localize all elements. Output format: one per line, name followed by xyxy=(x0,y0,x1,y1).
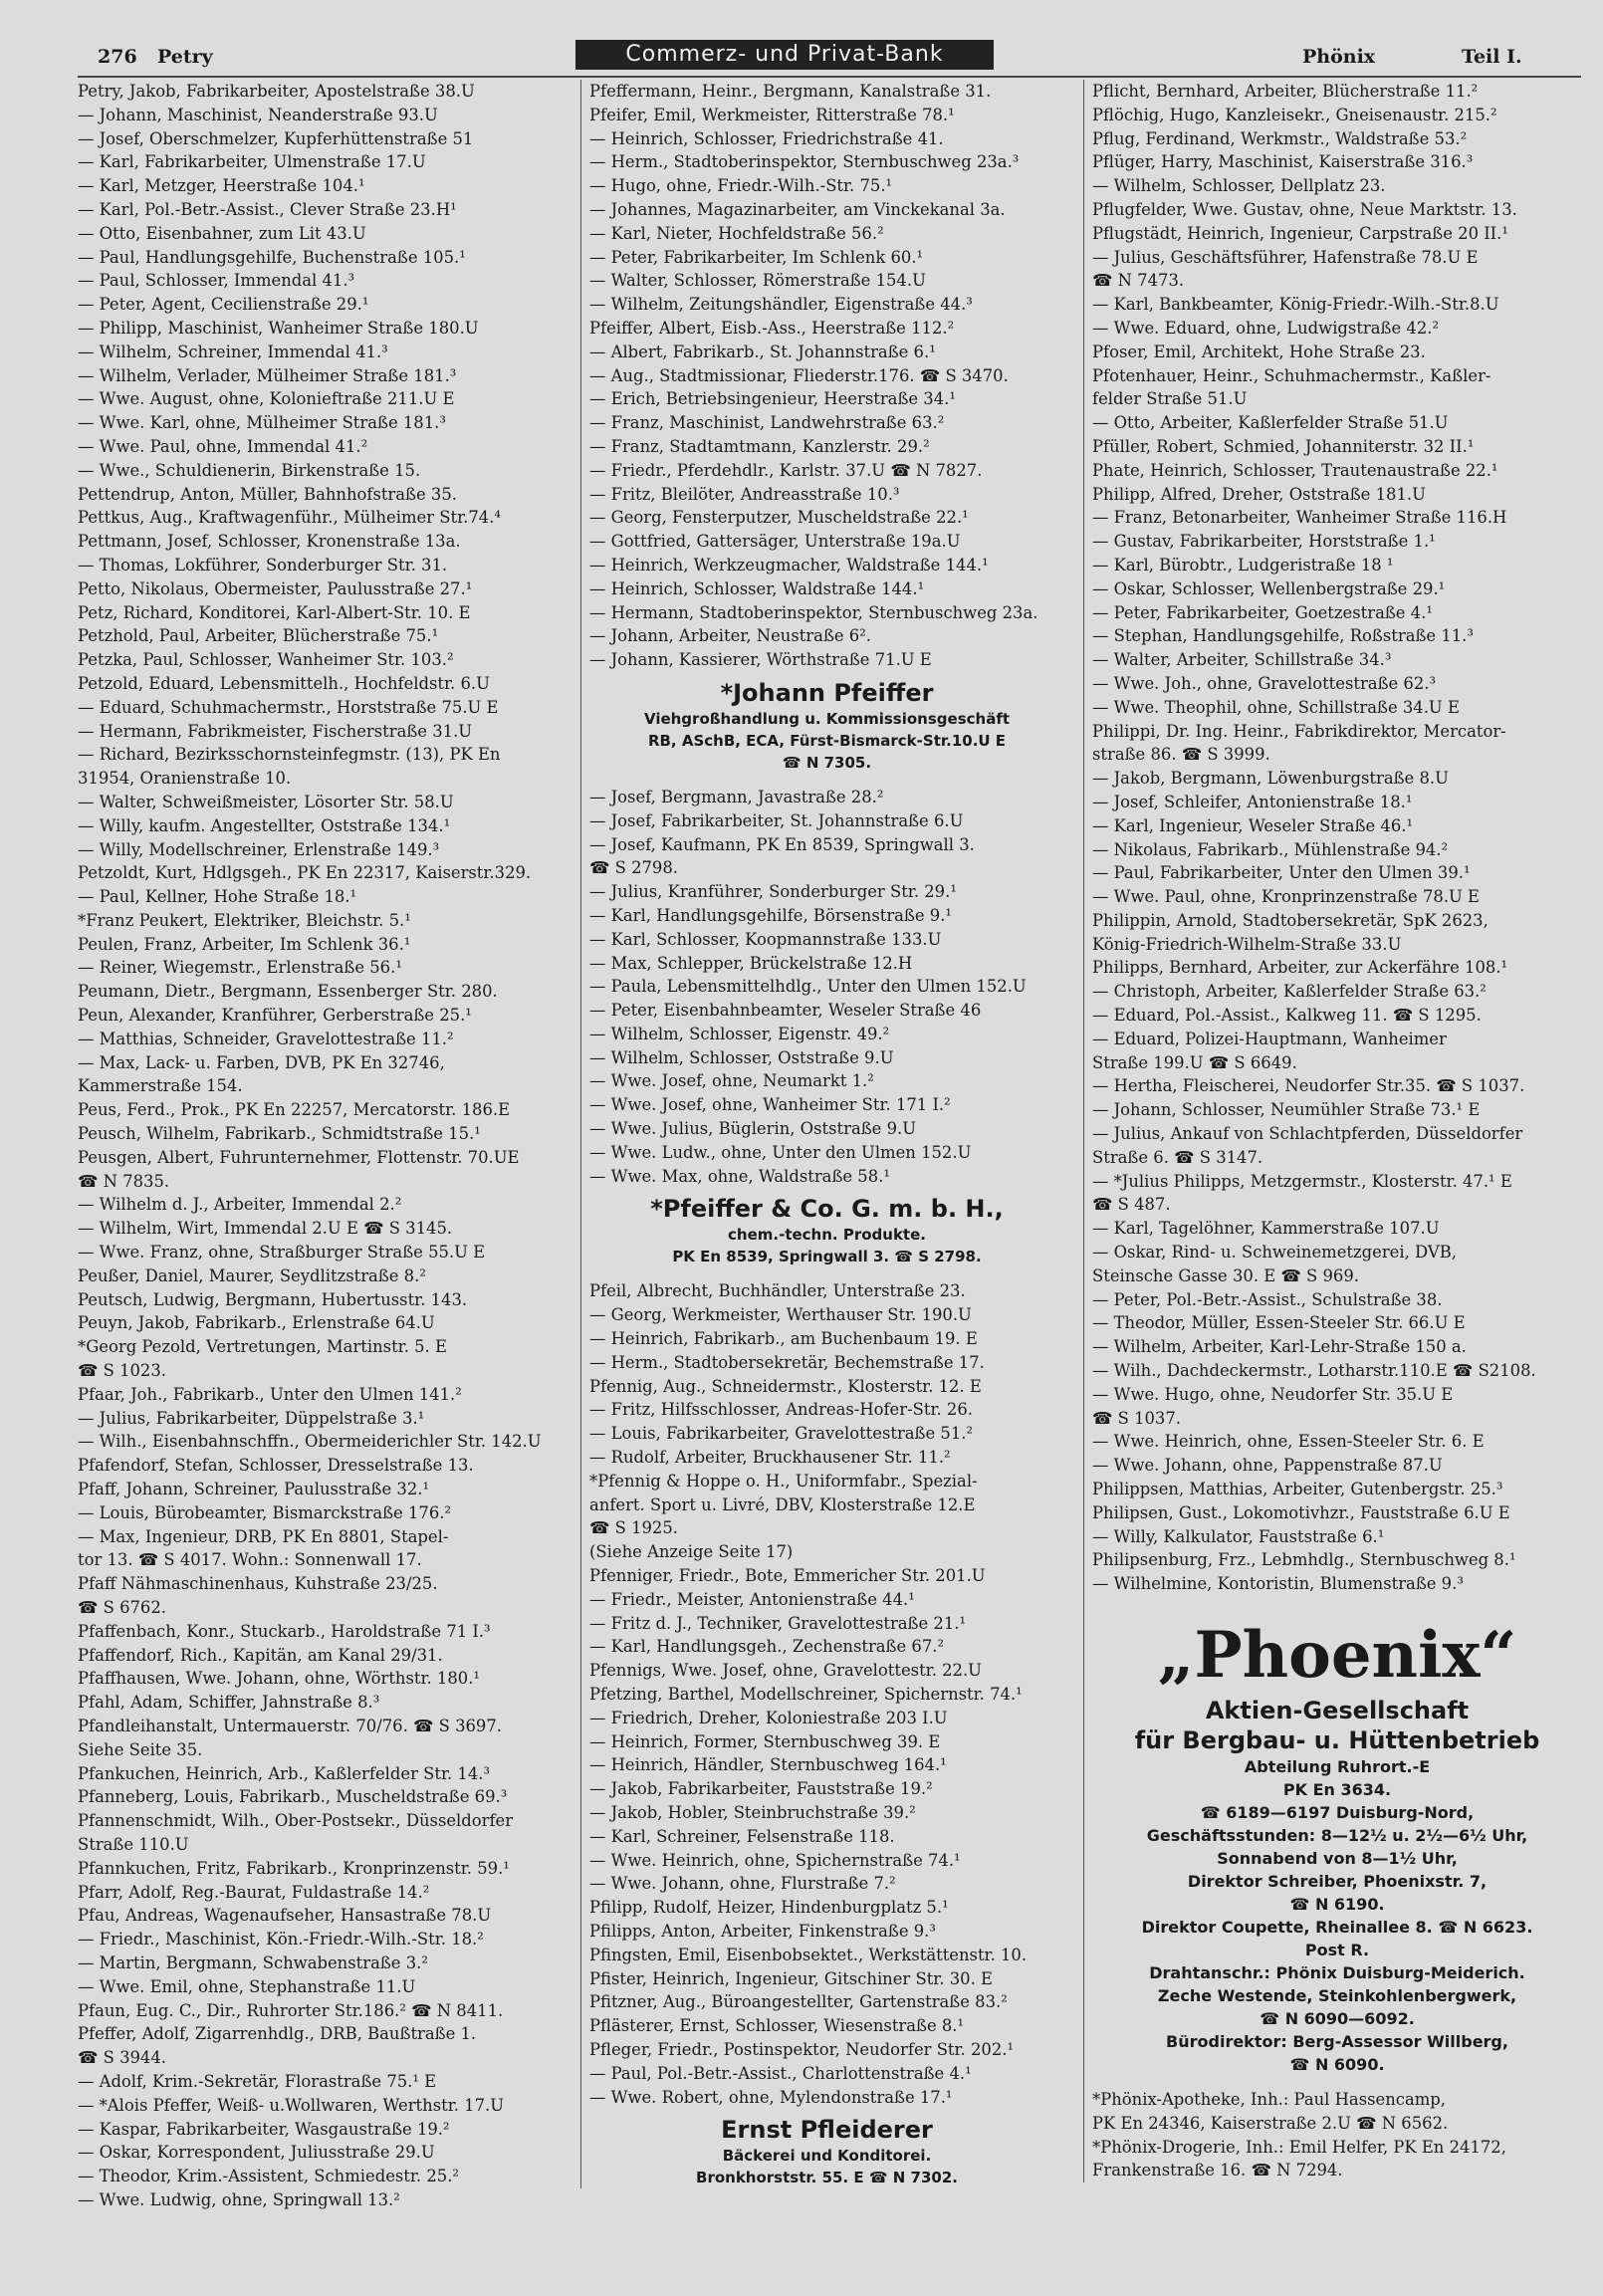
directory-entry: — Franz, Stadtamtmann, Kanzlerstr. 29.² xyxy=(589,436,930,456)
ad-line: Viehgroßhandlung u. Kommissionsgeschäft xyxy=(643,709,1011,728)
directory-entry: Pfotenhauer, Heinr., Schuhmachermstr., Kaßler- xyxy=(1092,365,1491,385)
directory-entry: Philipps, Bernhard, Arbeiter, zur Ackerfähre 108.¹ xyxy=(1092,958,1508,978)
directory-entry: — Jakob, Bergmann, Löwenburgstraße 8.U xyxy=(1092,769,1449,789)
directory-entry: Pfoser, Emil, Architekt, Hohe Straße 23. xyxy=(1092,342,1426,361)
ad-title: *Pfeiffer & Co. G. m. b. H., xyxy=(650,1195,1004,1224)
directory-entry: ☎ S 1023. xyxy=(78,1361,166,1381)
directory-entry: — Hertha, Fleischerei, Neudorfer Str.35. ☎ S 1037. xyxy=(1092,1076,1525,1096)
directory-entry: — Wilhelm, Schlosser, Oststraße 9.U xyxy=(589,1047,894,1067)
directory-entry: Pfaun, Eug. C., Dir., Ruhrorter Str.186.² ☎ N 8411. xyxy=(78,2000,504,2020)
directory-entry: Pflugstädt, Heinrich, Ingenieur, Carpstraße 20 II.¹ xyxy=(1092,223,1508,243)
directory-entry: — Wwe. Ludwig, ohne, Springwall 13.² xyxy=(78,2189,400,2209)
directory-entry: Peutsch, Ludwig, Bergmann, Hubertusstr. 143. xyxy=(78,1289,468,1309)
directory-entry: — Fritz, Hilfsschlosser, Andreas-Hofer-Str. 26. xyxy=(589,1400,973,1420)
directory-entry: — Julius, Geschäftsführer, Hafenstraße 78.U E xyxy=(1092,247,1479,267)
directory-entry: Pfitzner, Aug., Büroangestellter, Gartenstraße 83.² xyxy=(589,1992,1008,2012)
ad-line: PK En 3634. xyxy=(1282,1780,1392,1799)
directory-entry: — Wwe. Josef, ohne, Neumarkt 1.² xyxy=(589,1071,874,1091)
directory-entry: — Karl, Schreiner, Felsenstraße 118. xyxy=(589,1826,895,1846)
directory-entry: Philippi, Dr. Ing. Heinr., Fabrikdirektor, Mercator- xyxy=(1092,721,1506,741)
directory-entry: Pfleger, Friedr., Postinspektor, Neudorfer Str. 202.¹ xyxy=(589,2039,1015,2059)
directory-entry: — Wwe. Emil, ohne, Stephanstraße 11.U xyxy=(78,1976,416,1996)
directory-entry: — Karl, Nieter, Hochfeldstraße 56.² xyxy=(589,223,884,243)
directory-entry: Frankenstraße 16. ☎ N 7294. xyxy=(1092,2161,1343,2181)
directory-entry: Peußer, Daniel, Maurer, Seydlitzstraße 8.² xyxy=(78,1265,426,1285)
page-header xyxy=(78,40,1581,76)
directory-entry: Steinsche Gasse 30. E ☎ S 969. xyxy=(1092,1265,1359,1285)
directory-entry: — Wwe. Paul, ohne, Immendal 41.² xyxy=(78,436,368,456)
directory-entry: — Johann, Schlosser, Neumühler Straße 73.¹ E xyxy=(1092,1100,1481,1120)
directory-entry: Pflicht, Bernhard, Arbeiter, Blücherstraße 11.² xyxy=(1092,82,1479,101)
directory-entry: — Wwe. Johann, ohne, Flurstraße 7.² xyxy=(589,1874,896,1894)
directory-entry: Straße 199.U ☎ S 6649. xyxy=(1092,1052,1297,1072)
directory-entry: ☎ S 487. xyxy=(1092,1195,1171,1215)
directory-entry: Pfaar, Joh., Fabrikarb., Unter den Ulmen 141.² xyxy=(78,1384,462,1404)
running-head-left: Petry xyxy=(157,46,213,68)
directory-entry: Pfenniger, Friedr., Bote, Emmericher Str. 201.U xyxy=(589,1566,986,1586)
directory-entry: Philipsen, Gust., Lokomotivhzr., Fauststraße 6.U E xyxy=(1092,1502,1510,1522)
directory-entry: — Martin, Bergmann, Schwabenstraße 3.² xyxy=(78,1952,428,1972)
directory-entry: — Johann, Kassierer, Wörthstraße 71.U E xyxy=(589,650,932,670)
ad-ernst-pfleiderer xyxy=(589,2115,1064,2188)
ad-line: chem.-techn. Produkte. xyxy=(728,1226,926,1245)
directory-entry: — Paula, Lebensmittelhdlg., Unter den Ulmen 152.U xyxy=(589,977,1027,997)
directory-entry: ☎ S 1925. xyxy=(589,1518,678,1538)
directory-entry: Petzold, Eduard, Lebensmittelh., Hochfeldstr. 6.U xyxy=(78,673,490,693)
directory-entry: Peun, Alexander, Kranführer, Gerberstraße 25.¹ xyxy=(78,1006,472,1026)
directory-entry: — Walter, Arbeiter, Schillstraße 34.³ xyxy=(1092,650,1392,670)
directory-entry: — Wilhelm, Arbeiter, Karl-Lehr-Straße 150 a. xyxy=(1092,1337,1467,1357)
directory-entry: — *Julius Philipps, Metzgermstr., Klosterstr. 47.¹ E xyxy=(1092,1171,1512,1191)
directory-entry: — Wwe. Eduard, ohne, Ludwigstraße 42.² xyxy=(1092,318,1440,338)
directory-entry: — Wilhelm d. J., Arbeiter, Immendal 2.² xyxy=(78,1195,402,1215)
directory-entry: — Wwe. Josef, ohne, Wanheimer Str. 171 I.² xyxy=(589,1095,951,1115)
ad-phoenix xyxy=(1092,1616,1582,2076)
directory-entry: — Josef, Fabrikarbeiter, St. Johannstraße 6.U xyxy=(589,810,964,830)
directory-entry: ☎ N 7473. xyxy=(1092,271,1185,291)
directory-entry: — Wilhelmine, Kontoristin, Blumenstraße 9.³ xyxy=(1092,1574,1464,1594)
directory-entry: — Georg, Werkmeister, Werthauser Str. 190.U xyxy=(589,1305,972,1325)
directory-entry: — Paul, Kellner, Hohe Straße 18.¹ xyxy=(78,887,357,907)
directory-entry: Petto, Nikolaus, Obermeister, Paulusstraße 27.¹ xyxy=(78,578,473,598)
directory-entry: — Wwe. Joh., ohne, Gravelottestraße 62.³ xyxy=(1092,673,1437,693)
directory-entry: Pfeil, Albrecht, Buchhändler, Unterstraße 23. xyxy=(589,1281,966,1301)
directory-entry: — Wilh., Dachdeckermstr., Lotharstr.110.E ☎ S2108. xyxy=(1092,1361,1536,1381)
ad-title: Ernst Pfleiderer xyxy=(721,2116,933,2145)
directory-entry: — Wilhelm, Wirt, Immendal 2.U E ☎ S 3145. xyxy=(78,1219,453,1239)
directory-entry: Pettmann, Josef, Schlosser, Kronenstraße 13a. xyxy=(78,532,461,552)
directory-entry: Philipp, Alfred, Dreher, Oststraße 181.U xyxy=(1092,484,1426,504)
ad-line: Geschäftsstunden: 8—12½ u. 2½—6½ Uhr, xyxy=(1146,1826,1528,1845)
running-head-right: Phönix xyxy=(1302,46,1376,68)
directory-entry: Pfennigs, Wwe. Josef, ohne, Gravelottestr. 22.U xyxy=(589,1661,982,1681)
directory-entry: Petzka, Paul, Schlosser, Wanheimer Str. 103.² xyxy=(78,650,454,670)
directory-entry: Pfahl, Adam, Schiffer, Jahnstraße 8.³ xyxy=(78,1693,380,1713)
directory-entry: — Hugo, ohne, Friedr.-Wilh.-Str. 75.¹ xyxy=(589,176,893,196)
directory-entry: — Eduard, Schuhmachermstr., Horststraße 75.U E xyxy=(78,697,499,717)
directory-entry: — Gottfried, Gattersäger, Unterstraße 19a.U xyxy=(589,532,961,552)
ad-line: RB, ASchB, ECA, Fürst-Bismarck-Str.10.U E xyxy=(647,731,1007,750)
directory-entry: — Paul, Schlosser, Immendal 41.³ xyxy=(78,271,355,291)
directory-entry: — Peter, Eisenbahnbeamter, Weseler Straße 46 xyxy=(589,1001,982,1021)
directory-entry: — Heinrich, Fabrikarb., am Buchenbaum 19. E xyxy=(589,1329,978,1349)
directory-entry: — Albert, Fabrikarb., St. Johannstraße 6.¹ xyxy=(589,342,936,361)
directory-entry: — Wilhelm, Schlosser, Eigenstr. 49.² xyxy=(589,1024,890,1043)
directory-entry: — Karl, Bürobtr., Ludgeristraße 18 ¹ xyxy=(1092,555,1394,574)
bank-banner: Commerz- und Privat-Bank xyxy=(575,40,994,70)
ad-line: Bürodirektor: Berg-Assessor Willberg, xyxy=(1166,2032,1508,2051)
directory-entry: Pflästerer, Ernst, Schlosser, Wiesenstraße 8.¹ xyxy=(589,2016,965,2036)
directory-entry: anfert. Sport u. Livré, DBV, Klosterstraße 12.E xyxy=(589,1494,976,1514)
ad-line: Post R. xyxy=(1304,1941,1370,1959)
directory-entry: — Wilh., Eisenbahnschffn., Obermeiderichler Str. 142.U xyxy=(78,1432,542,1452)
directory-entry: — Peter, Fabrikarbeiter, Goetzestraße 4.¹ xyxy=(1092,602,1433,622)
directory-entry: Pfaffendorf, Rich., Kapitän, am Kanal 29/31. xyxy=(78,1645,443,1665)
directory-entry: — Wwe. Max, ohne, Waldstraße 58.¹ xyxy=(589,1166,890,1186)
directory-entry: Peusgen, Albert, Fuhrunternehmer, Flottenstr. 70.UE xyxy=(78,1147,520,1167)
directory-entry: ☎ N 7835. xyxy=(78,1171,170,1191)
directory-entry: — Herm., Stadtobersekretär, Bechemstraße 17. xyxy=(589,1352,985,1372)
directory-entry: Pfaff Nähmaschinenhaus, Kuhstraße 23/25. xyxy=(78,1574,438,1594)
directory-entry: ☎ S 3944. xyxy=(78,2048,166,2068)
directory-entry: — Karl, Ingenieur, Weseler Straße 46.¹ xyxy=(1092,815,1414,835)
directory-entry: Pfaffenbach, Konr., Stuckarb., Haroldstraße 71 I.³ xyxy=(78,1621,491,1641)
directory-entry: Straße 6. ☎ S 3147. xyxy=(1092,1147,1263,1167)
directory-entry: Peusch, Wilhelm, Fabrikarb., Schmidtstraße 15.¹ xyxy=(78,1124,481,1144)
directory-entry: Pfeifer, Emil, Werkmeister, Ritterstraße 78.¹ xyxy=(589,105,955,124)
directory-entry: — Johann, Arbeiter, Neustraße 6². xyxy=(589,626,872,646)
directory-entry: Pfüller, Robert, Schmied, Johanniterstr. 32 II.¹ xyxy=(1092,436,1475,456)
directory-entry: — Reiner, Wiegemstr., Erlenstraße 56.¹ xyxy=(78,958,402,978)
directory-entry: — Paul, Pol.-Betr.-Assist., Charlottenstraße 4.¹ xyxy=(589,2063,972,2083)
directory-entry: — Oskar, Rind- u. Schweinemetzgerei, DVB, xyxy=(1092,1243,1457,1263)
column-3 xyxy=(1083,80,1582,2182)
directory-entry: — Otto, Eisenbahner, zum Lit 43.U xyxy=(78,223,366,243)
directory-entry: Pfingsten, Emil, Eisenbobsektet., Werkstättenstr. 10. xyxy=(589,1945,1028,1964)
directory-entry: Pfanneberg, Louis, Fabrikarb., Muscheldstraße 69.³ xyxy=(78,1787,508,1807)
directory-entry: — Rudolf, Arbeiter, Bruckhausener Str. 11.² xyxy=(589,1448,951,1468)
directory-entry: *Pfennig & Hoppe o. H., Uniformfabr., Spezial- xyxy=(589,1471,978,1491)
directory-entry: Pflug, Ferdinand, Werkmstr., Waldstraße 53.² xyxy=(1092,128,1468,148)
directory-entry: — Johannes, Magazinarbeiter, am Vinckekanal 3a. xyxy=(589,199,1006,219)
directory-entry: — Max, Ingenieur, DRB, PK En 8801, Stapel- xyxy=(78,1526,449,1546)
directory-entry: *Franz Peukert, Elektriker, Bleichstr. 5.¹ xyxy=(78,910,411,930)
directory-entry: — Wwe. Heinrich, ohne, Spichernstraße 74.¹ xyxy=(589,1850,961,1870)
directory-entry: Petzhold, Paul, Arbeiter, Blücherstraße 75.¹ xyxy=(78,626,439,646)
ad-line: ☎ N 6190. xyxy=(1289,1895,1385,1914)
directory-entry: — Richard, Bezirksschornsteinfegmstr. (13), PK En xyxy=(78,745,501,765)
directory-entry: Petry, Jakob, Fabrikarbeiter, Apostelstraße 38.U xyxy=(78,82,475,101)
directory-entry: — Friedrich, Dreher, Koloniestraße 203 I.U xyxy=(589,1708,948,1727)
directory-entry: — Julius, Fabrikarbeiter, Düppelstraße 3.¹ xyxy=(78,1408,425,1428)
directory-entry: — Hermann, Fabrikmeister, Fischerstraße 31.U xyxy=(78,721,473,741)
directory-entry: ☎ S 1037. xyxy=(1092,1408,1181,1428)
directory-entry: — Josef, Kaufmann, PK En 8539, Springwall 3. xyxy=(589,834,975,854)
directory-entry: ☎ S 2798. xyxy=(589,858,678,878)
directory-entry: — Wwe., Schuldienerin, Birkenstraße 15. xyxy=(78,460,421,480)
directory-entry: — Wwe. Hugo, ohne, Neudorfer Str. 35.U E xyxy=(1092,1384,1454,1404)
directory-entry: — Friedr., Meister, Antonienstraße 44.¹ xyxy=(589,1589,915,1609)
directory-entry: Pfeffer, Adolf, Zigarrenhdlg., DRB, Baußtraße 1. xyxy=(78,2024,477,2044)
ad-line: Bäckerei und Konditorei. xyxy=(722,2147,932,2166)
directory-entry: Philipsenburg, Frz., Lebmhdlg., Sternbuschweg 8.¹ xyxy=(1092,1550,1516,1570)
directory-entry: straße 86. ☎ S 3999. xyxy=(1092,745,1270,765)
directory-entry: Pettendrup, Anton, Müller, Bahnhofstraße 35. xyxy=(78,484,457,504)
directory-entry: felder Straße 51.U xyxy=(1092,389,1248,409)
directory-entry: — Wilhelm, Schreiner, Immendal 41.³ xyxy=(78,342,388,361)
directory-entry: — *Alois Pfeffer, Weiß- u.Wollwaren, Werthstr. 17.U xyxy=(78,2095,505,2115)
directory-entry: — Wwe. August, ohne, Kolonieftraße 211.U E xyxy=(78,389,455,409)
directory-entry: — Otto, Arbeiter, Kaßlerfelder Straße 51.U xyxy=(1092,413,1449,433)
directory-entry: — Wwe. Johann, ohne, Pappenstraße 87.U xyxy=(1092,1456,1443,1476)
directory-entry: — Karl, Handlungsgehilfe, Börsenstraße 9.¹ xyxy=(589,905,952,925)
directory-entry: — Franz, Maschinist, Landwehrstraße 63.² xyxy=(589,413,945,433)
directory-entry: — Max, Schlepper, Brückelstraße 12.H xyxy=(589,953,913,973)
directory-entry: — Theodor, Krim.-Assistent, Schmiedestr. 25.² xyxy=(78,2167,459,2186)
directory-entry: Pfeiffer, Albert, Eisb.-Ass., Heerstraße 112.² xyxy=(589,318,955,338)
directory-page xyxy=(78,40,1581,2280)
directory-entry: — Philipp, Maschinist, Wanheimer Straße 180.U xyxy=(78,318,479,338)
directory-entry: *Phönix-Drogerie, Inh.: Emil Helfer, PK En 24172, xyxy=(1092,2137,1506,2157)
directory-entry: — Friedr., Pferdehdlr., Karlstr. 37.U ☎ N 7827. xyxy=(589,460,983,480)
ad-line: Sonnabend von 8—1½ Uhr, xyxy=(1217,1849,1458,1868)
directory-entry: — Heinrich, Werkzeugmacher, Waldstraße 144.¹ xyxy=(589,555,989,574)
directory-entry: — Peter, Pol.-Betr.-Assist., Schulstraße 38. xyxy=(1092,1289,1443,1309)
directory-entry: — Heinrich, Schlosser, Friedrichstraße 41. xyxy=(589,128,944,148)
directory-entry: — Matthias, Schneider, Gravelottestraße 11.² xyxy=(78,1029,454,1048)
directory-entry: Petzoldt, Kurt, Hdlgsgeh., PK En 22317, Kaiserstr.329. xyxy=(78,863,532,883)
column-2 xyxy=(580,80,1064,2188)
directory-entry: — Karl, Handlungsgeh., Zechenstraße 67.² xyxy=(589,1637,945,1657)
directory-entry: — Julius, Kranführer, Sonderburger Str. 29.¹ xyxy=(589,882,957,902)
directory-entry: Phate, Heinrich, Schlosser, Trautenaustraße 22.¹ xyxy=(1092,460,1498,480)
directory-entry: — Karl, Metzger, Heerstraße 104.¹ xyxy=(78,176,365,196)
directory-entry: — Paul, Fabrikarbeiter, Unter den Ulmen 39.¹ xyxy=(1092,863,1471,883)
directory-entry: Peumann, Dietr., Bergmann, Essenberger Str. 280. xyxy=(78,982,498,1002)
directory-entry: — Willy, Kalkulator, Fauststraße 6.¹ xyxy=(1092,1526,1385,1546)
directory-entry: — Friedr., Maschinist, Kön.-Friedr.-Wilh.-Str. 18.² xyxy=(78,1930,484,1950)
directory-entry: Kammerstraße 154. xyxy=(78,1076,243,1096)
directory-entry: tor 13. ☎ S 4017. Wohn.: Sonnenwall 17. xyxy=(78,1550,422,1570)
directory-entry: — Josef, Oberschmelzer, Kupferhüttenstraße 51 xyxy=(78,128,474,148)
directory-entry: — Karl, Bankbeamter, König-Friedr.-Wilh.-Str.8.U xyxy=(1092,295,1499,315)
directory-entry: — Fritz d. J., Techniker, Gravelottestraße 21.¹ xyxy=(589,1613,967,1633)
header-rule xyxy=(78,76,1581,78)
ad-johann-pfeiffer xyxy=(589,678,1064,774)
directory-entry: 31954, Oranienstraße 10. xyxy=(78,769,292,789)
directory-entry: — Karl, Tagelöhner, Kammerstraße 107.U xyxy=(1092,1219,1440,1239)
ad-line: Abteilung Ruhrort.-E xyxy=(1244,1757,1431,1776)
directory-entry: Pfau, Andreas, Wagenaufseher, Hansastraße 78.U xyxy=(78,1906,492,1926)
directory-entry: — Peter, Fabrikarbeiter, Im Schlenk 60.¹ xyxy=(589,247,924,267)
directory-entry: Pfaffhausen, Wwe. Johann, ohne, Wörthstr. 180.¹ xyxy=(78,1669,480,1689)
directory-entry: — Karl, Schlosser, Koopmannstraße 133.U xyxy=(589,929,942,949)
directory-entry: Pfister, Heinrich, Ingenieur, Gitschiner Str. 30. E xyxy=(589,1968,993,1988)
ad-line: Drahtanschr.: Phönix Duisburg-Meiderich. xyxy=(1149,1963,1525,1982)
directory-entry: — Aug., Stadtmissionar, Fliederstr.176. ☎ S 3470. xyxy=(589,365,1009,385)
column-1 xyxy=(78,80,561,2212)
ad-line: Direktor Coupette, Rheinallee 8. ☎ N 6623. xyxy=(1141,1918,1533,1937)
directory-entry: — Walter, Schweißmeister, Lösorter Str. 58.U xyxy=(78,792,454,811)
directory-entry: — Wilhelm, Zeitungshändler, Eigenstraße 44.³ xyxy=(589,295,973,315)
directory-entry: — Wwe. Paul, ohne, Kronprinzenstraße 78.U E xyxy=(1092,887,1481,907)
ad-subtitle: für Bergbau- u. Hüttenbetrieb xyxy=(1134,1726,1540,1754)
directory-entry: — Hermann, Stadtoberinspektor, Sternbuschweg 23a. xyxy=(589,602,1038,622)
directory-entry: — Nikolaus, Fabrikarb., Mühlenstraße 94.² xyxy=(1092,839,1449,859)
directory-entry: — Oskar, Korrespondent, Juliusstraße 29.U xyxy=(78,2143,435,2163)
directory-entry: Pfankuchen, Heinrich, Arb., Kaßlerfelder Str. 14.³ xyxy=(78,1763,491,1783)
directory-entry: Peus, Ferd., Prok., PK En 22257, Mercatorstr. 186.E xyxy=(78,1100,511,1120)
directory-entry: Pfetzing, Barthel, Modellschreiner, Spichernstr. 74.¹ xyxy=(589,1685,1023,1705)
directory-entry: — Theodor, Müller, Essen-Steeler Str. 66.U E xyxy=(1092,1313,1466,1333)
directory-entry: — Thomas, Lokführer, Sonderburger Str. 31. xyxy=(78,555,448,574)
directory-entry: Petz, Richard, Konditorei, Karl-Albert-Str. 10. E xyxy=(78,602,471,622)
ad-line: ☎ 6189—6197 Duisburg-Nord, xyxy=(1200,1803,1475,1822)
directory-entry: PK En 24346, Kaiserstraße 2.U ☎ N 6562. xyxy=(1092,2113,1449,2133)
ad-line: ☎ N 6090. xyxy=(1289,2055,1385,2074)
page-number: 276 xyxy=(98,46,137,68)
ad-pfeiffer-co xyxy=(589,1194,1064,1267)
ad-line: ☎ N 7305. xyxy=(782,753,872,772)
directory-entry: — Willy, kaufm. Angestellter, Oststraße 134.¹ xyxy=(78,815,451,835)
directory-entry: Pfaff, Johann, Schreiner, Paulusstraße 32.¹ xyxy=(78,1480,430,1499)
directory-entry: Pfilipps, Anton, Arbeiter, Finkenstraße 9.³ xyxy=(589,1921,936,1941)
directory-entry: — Oskar, Schlosser, Wellenbergstraße 29.¹ xyxy=(1092,578,1446,598)
directory-entry: — Wilhelm, Verlader, Mülheimer Straße 181.³ xyxy=(78,365,457,385)
directory-entry: — Kaspar, Fabrikarbeiter, Wasgaustraße 19.² xyxy=(78,2119,450,2139)
directory-entry: — Eduard, Pol.-Assist., Kalkweg 11. ☎ S 1295. xyxy=(1092,1006,1482,1026)
directory-entry: — Jakob, Hobler, Steinbruchstraße 39.² xyxy=(589,1803,916,1822)
directory-entry: — Wwe. Julius, Büglerin, Oststraße 9.U xyxy=(589,1119,917,1139)
part-label: Teil I. xyxy=(1462,46,1522,68)
directory-entry: — Josef, Schleifer, Antonienstraße 18.¹ xyxy=(1092,792,1413,811)
directory-entry: — Adolf, Krim.-Sekretär, Florastraße 75.¹ E xyxy=(78,2071,437,2091)
directory-entry: Pflüger, Harry, Maschinist, Kaiserstraße 316.³ xyxy=(1092,152,1474,172)
directory-entry: — Johann, Maschinist, Neanderstraße 93.U xyxy=(78,105,438,124)
directory-entry: — Wwe. Franz, ohne, Straßburger Straße 55.U E xyxy=(78,1243,486,1263)
directory-entry: — Wwe. Karl, ohne, Mülheimer Straße 181.³ xyxy=(78,413,446,433)
directory-entry: — Louis, Bürobeamter, Bismarckstraße 176.² xyxy=(78,1502,452,1522)
directory-entry: — Gustav, Fabrikarbeiter, Horststraße 1.¹ xyxy=(1092,532,1436,552)
ad-line: Zeche Westende, Steinkohlenbergwerk, xyxy=(1157,1986,1517,2005)
directory-entry: Pfilipp, Rudolf, Heizer, Hindenburgplatz 5.¹ xyxy=(589,1898,949,1918)
directory-entry: Pfannkuchen, Fritz, Fabrikarb., Kronprinzenstr. 59.¹ xyxy=(78,1858,510,1878)
directory-entry: — Franz, Betonarbeiter, Wanheimer Straße 116.H xyxy=(1092,508,1507,528)
directory-entry: Pfafendorf, Stefan, Schlosser, Dresselstraße 13. xyxy=(78,1456,474,1476)
directory-entry: — Paul, Handlungsgehilfe, Buchenstraße 105.¹ xyxy=(78,247,466,267)
directory-entry: König-Friedrich-Wilhelm-Straße 33.U xyxy=(1092,934,1402,954)
directory-entry: — Louis, Fabrikarbeiter, Gravelottestraße 51.² xyxy=(589,1424,974,1444)
directory-entry: *Georg Pezold, Vertretungen, Martinstr. 5. E xyxy=(78,1337,447,1357)
directory-entry: Pfeffermann, Heinr., Bergmann, Kanalstraße 31. xyxy=(589,82,992,101)
directory-entry: — Herm., Stadtoberinspektor, Sternbuschweg 23a.³ xyxy=(589,152,1020,172)
directory-entry: Straße 110.U xyxy=(78,1834,189,1854)
directory-entry: — Erich, Betriebsingenieur, Heerstraße 34.¹ xyxy=(589,389,956,409)
ad-subtitle: Aktien-Gesellschaft xyxy=(1205,1697,1470,1724)
directory-entry: Peuyn, Jakob, Fabrikarb., Erlenstraße 64.U xyxy=(78,1313,435,1333)
directory-entry: — Julius, Ankauf von Schlachtpferden, Düsseldorfer xyxy=(1092,1124,1523,1144)
directory-entry: Pfarr, Adolf, Reg.-Baurat, Fuldastraße 14.² xyxy=(78,1882,430,1902)
directory-entry: Philippsen, Matthias, Arbeiter, Gutenbergstr. 25.³ xyxy=(1092,1480,1503,1499)
directory-entry: — Heinrich, Former, Sternbuschweg 39. E xyxy=(589,1731,941,1751)
directory-entry: — Wwe. Ludw., ohne, Unter den Ulmen 152.U xyxy=(589,1142,972,1162)
directory-entry: Pettkus, Aug., Kraftwagenführ., Mülheimer Str.74.⁴ xyxy=(78,508,501,528)
directory-entry: — Wwe. Theophil, ohne, Schillstraße 34.U E xyxy=(1092,697,1460,717)
directory-entry: — Peter, Agent, Cecilienstraße 29.¹ xyxy=(78,295,369,315)
directory-entry: — Karl, Pol.-Betr.-Assist., Clever Straße 23.H¹ xyxy=(78,199,457,219)
directory-entry: Pfennig, Aug., Schneidermstr., Klosterstr. 12. E xyxy=(589,1376,982,1396)
directory-entry: Pfandleihanstalt, Untermauerstr. 70/76. ☎ S 3697. xyxy=(78,1716,502,1735)
ad-line: ☎ N 6090—6092. xyxy=(1260,2009,1415,2028)
directory-entry: — Fritz, Bleilöter, Andreasstraße 10.³ xyxy=(589,484,900,504)
directory-entry: — Wwe. Robert, ohne, Mylendonstraße 17.¹ xyxy=(589,2087,953,2107)
directory-entry: — Heinrich, Schlosser, Waldstraße 144.¹ xyxy=(589,578,925,598)
directory-entry: *Phönix-Apotheke, Inh.: Paul Hassencamp, xyxy=(1092,2090,1446,2109)
directory-entry: ☎ S 6762. xyxy=(78,1598,166,1617)
ad-line: PK En 8539, Springwall 3. ☎ S 2798. xyxy=(672,1248,982,1266)
directory-entry: Peulen, Franz, Arbeiter, Im Schlenk 36.¹ xyxy=(78,934,411,954)
directory-entry: — Christoph, Arbeiter, Kaßlerfelder Straße 63.² xyxy=(1092,982,1487,1002)
directory-entry: (Siehe Anzeige Seite 17) xyxy=(589,1542,794,1562)
ad-line: Bronkhorststr. 55. E ☎ N 7302. xyxy=(696,2169,958,2187)
directory-entry: Pflugfelder, Wwe. Gustav, ohne, Neue Marktstr. 13. xyxy=(1092,199,1517,219)
directory-entry: — Willy, Modellschreiner, Erlenstraße 149.³ xyxy=(78,839,440,859)
directory-entry: Siehe Seite 35. xyxy=(78,1739,203,1759)
directory-entry: — Max, Lack- u. Farben, DVB, PK En 32746, xyxy=(78,1052,445,1072)
directory-entry: — Jakob, Fabrikarbeiter, Fauststraße 19.² xyxy=(589,1779,933,1799)
directory-entry: — Stephan, Handlungsgehilfe, Roßstraße 11.³ xyxy=(1092,626,1474,646)
directory-entry: — Karl, Fabrikarbeiter, Ulmenstraße 17.U xyxy=(78,152,426,172)
directory-entry: — Walter, Schlosser, Römerstraße 154.U xyxy=(589,271,926,291)
directory-entry: — Josef, Bergmann, Javastraße 28.² xyxy=(589,787,884,806)
ad-title: *Johann Pfeiffer xyxy=(720,678,934,707)
directory-entry: Philippin, Arnold, Stadtobersekretär, SpK 2623, xyxy=(1092,910,1488,930)
directory-entry: — Heinrich, Händler, Sternbuschweg 164.¹ xyxy=(589,1755,947,1775)
directory-entry: — Georg, Fensterputzer, Muscheldstraße 22.¹ xyxy=(589,508,969,528)
directory-entry: — Wwe. Heinrich, ohne, Essen-Steeler Str. 6. E xyxy=(1092,1432,1485,1452)
directory-entry: — Wilhelm, Schlosser, Dellplatz 23. xyxy=(1092,176,1386,196)
directory-entry: — Eduard, Polizei-Hauptmann, Wanheimer xyxy=(1092,1029,1447,1048)
directory-entry: Pflöchig, Hugo, Kanzleisekr., Gneisenaustr. 215.² xyxy=(1092,105,1497,124)
directory-entry: Pfannenschmidt, Wilh., Ober-Postsekr., Düsseldorfer xyxy=(78,1811,514,1831)
ad-title: „Phoenix“ xyxy=(1157,1618,1517,1693)
ad-line: Direktor Schreiber, Phoenixstr. 7, xyxy=(1187,1872,1488,1891)
